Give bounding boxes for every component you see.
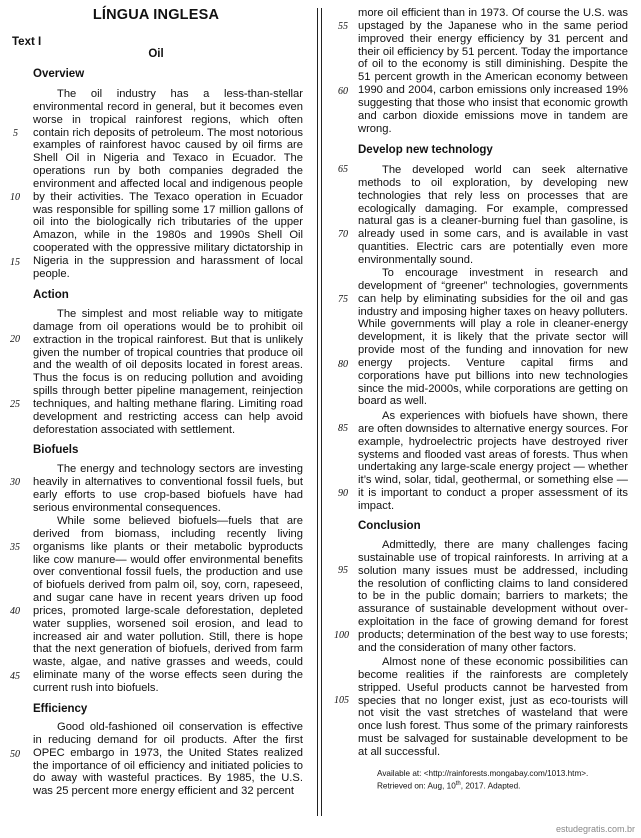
- page-title: LÍNGUA INGLESA: [92, 7, 220, 23]
- line-number: 40: [10, 606, 20, 617]
- line-number: 45: [10, 671, 20, 682]
- line-number: 30: [10, 477, 20, 488]
- section-heading-efficiency: Efficiency: [33, 703, 88, 715]
- column-divider-right: [321, 8, 322, 816]
- paragraph-conclusion-1: Admittedly, there are many challenges facing sustainable use of tropical rainforests. In arriving at a solution many issues must be addressed, including the resolution of conflicting claims to land considered to be in the public domain; barriers to markets; the assurance of sustainable development without over-exploitation in the face of growing demand for forest products; determination of the best way to use forests; and the consideration of many other factors.: [358, 539, 628, 654]
- line-number: 70: [338, 229, 348, 240]
- paragraph-biofuels-2: While some believed biofuels—fuels that are derived from biomass, including recently living organisms like plants or their metabolic byproducts like cow manure— would offer environmental benefits over conventional fossil fuels, the production and use of biofuels derived from palm oil, soy, corn, rapeseed, and sugar cane have in recent years driven up food prices, promoted large-scale deforestation, depleted water supplies, worsened soil erosion, and lead to increased air and water pollution. Still, there is hope that the next generation of biofuels, derived from farm waste, algae, and native grasses and weeds, could eliminate many of the worse effects seen during the current rush into biofuels.: [33, 515, 303, 694]
- site-watermark: estudegratis.com.br: [555, 824, 635, 834]
- line-number: 75: [338, 294, 348, 305]
- paragraph-develop-1: The developed world can seek alternative methods to oil exploration, by developing new technologies that rely less on processes that are ecologically damaging. For example, compressed natural gas is a cleaner-burning fuel than gasoline, is already used in some cars, and is available in vast quantities. Electric cars are potentially even more environmentally sound.: [358, 164, 628, 266]
- source-citation: [377, 768, 637, 792]
- line-number: 85: [338, 423, 348, 434]
- line-number: 50: [10, 749, 20, 760]
- section-heading-conclusion: Conclusion: [358, 520, 421, 532]
- paragraph-develop-3: As experiences with biofuels have shown, there are often downsides to alternative energy sources. For example, hydroelectric projects have destroyed river systems and flooded vast areas of forests. Thus when undertaking any large-scale energy project — whether it’s wind, solar, tidal, geothermal, or something else — it is important to conduct a proper assessment of its impact.: [358, 410, 628, 512]
- section-heading-action: Action: [33, 289, 69, 301]
- line-number: 20: [10, 334, 20, 345]
- section-heading-biofuels: Biofuels: [33, 444, 79, 456]
- line-number: 80: [338, 359, 348, 370]
- line-number: 60: [338, 86, 348, 97]
- paragraph-overview: The oil industry has a less-than-stellar environmental record in general, but it becomes even worse in tropical rainforest regions, which often contain rich deposits of petroleum. The most notorious examples of rainforest havoc caused by oil firms are Shell Oil in Nigeria and Texaco in Ecuador. The operations run by both companies degraded the environment and affected local and indigenous people by their activities. The Texaco operation in Ecuador was responsible for spilling some 17 million gallons of oil into the biologically rich tributaries of the upper Amazon, while in the 1980s and 1990s Shell Oil cooperated with the oppressive military dictatorship in Nigeria in the suppression and harassment of local people.: [33, 88, 303, 280]
- line-number: 65: [338, 164, 348, 175]
- paragraph-conclusion-2: Almost none of these economic possibilities can become realities if the rainforests are completely stripped. Useful products cannot be harvested from species that no longer exist, just as eco-tourists will not visit the vast stretches of wasteland that were once lush forest. Thus some of the primary rainforests must be salvaged for sustainable development to be at all successful.: [358, 656, 628, 758]
- paragraph-efficiency-right: more oil efficient than in 1973. Of course the U.S. was upstaged by the Japanese who in the same period improved their energy efficiency by 31 percent and their oil efficiency by 51 percent. Today the importance of oil to the economy is still diminishing. Despite the 51 percent growth in the American economy between 1990 and 2004, carbon emissions only increased 19% suggesting that those who insist that economic growth and carbon dioxide emissions move in tandem are wrong.: [358, 7, 628, 135]
- paragraph-develop-2: To encourage investment in research and development of “greener” technologies, governments can help by eliminating subsidies for the oil and gas industry and imposing higher taxes on heavy polluters. While governments will play a role in cleaner-energy development, it is likely that the private sector will provide most of the funding and innovation for new energy projects. Venture capital firms and corporations have put billions into new technologies since the mid-2000s, while corporations are getting on board as well.: [358, 267, 628, 408]
- line-number: 90: [338, 488, 348, 499]
- line-number: 105: [334, 695, 349, 706]
- paragraph-biofuels-1: The energy and technology sectors are investing heavily in alternatives to conventional fossil fuels, but early efforts to use crop-based biofuels have had serious environmental consequences.: [33, 463, 303, 514]
- line-number: 15: [10, 257, 20, 268]
- source-line-2: Retrieved on: Aug, 10th, 2017. Adapted.: [377, 781, 521, 791]
- line-number: 95: [338, 565, 348, 576]
- paragraph-efficiency-left: Good old-fashioned oil conservation is effective in reducing demand for oil products. After the first OPEC embargo in 1973, the United States realized the importance of oil efficiency and initiated policies to do away with wasteful practices. By 1985, the U.S. was 25 percent more energy efficient and 32 percent: [33, 721, 303, 798]
- line-number: 100: [334, 630, 349, 641]
- line-number: 25: [10, 399, 20, 410]
- section-heading-develop: Develop new technology: [358, 144, 493, 156]
- line-number: 5: [13, 128, 18, 139]
- section-heading-overview: Overview: [33, 68, 85, 80]
- text-label: Text I: [12, 36, 42, 48]
- column-divider-left: [317, 8, 318, 816]
- line-number: 35: [10, 542, 20, 553]
- source-line-1: Available at: <http://rainforests.mongabay.com/1013.htm>.: [377, 769, 589, 778]
- text-title: Oil: [148, 48, 164, 60]
- paragraph-action: The simplest and most reliable way to mitigate damage from oil operations would be to prohibit oil extraction in the tropical rainforest. But that is unlikely given the number of tropical countries that produce oil and the wealth of oil deposits located in forest areas. Thus the focus is on reducing pollution and avoiding spills through better pipeline management, reinjection techniques, and halting methane flaring. Limiting road development and restricting access can help avoid deforestation associated with settlement.: [33, 308, 303, 436]
- line-number: 10: [10, 192, 20, 203]
- line-number: 55: [338, 21, 348, 32]
